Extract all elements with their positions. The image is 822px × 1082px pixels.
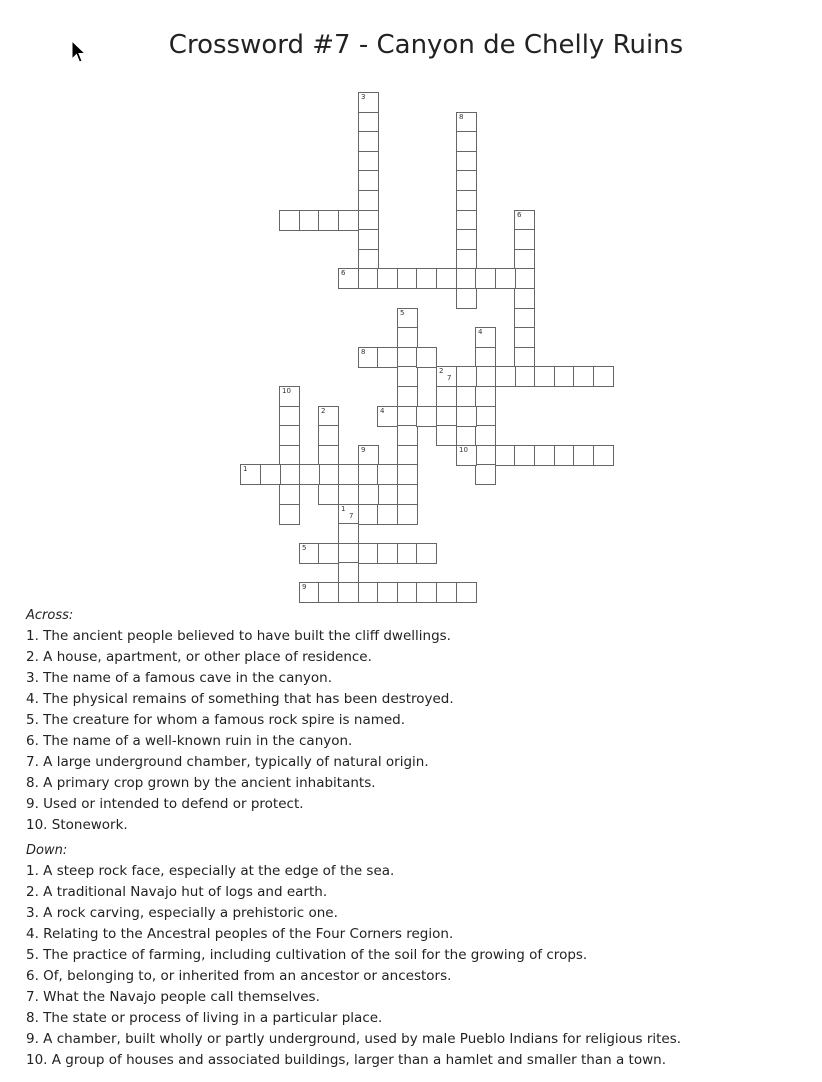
cell-number: 10 [282,387,291,395]
grid-cell[interactable] [358,347,379,368]
grid-cell[interactable] [514,347,535,368]
grid-cell[interactable] [397,327,418,348]
grid-cell[interactable] [358,229,379,250]
grid-cell[interactable] [397,582,418,603]
clue-item: 8. The state or process of living in a particular place. [26,1010,383,1026]
grid-cell[interactable] [338,464,359,485]
grid-cell[interactable] [436,406,457,427]
grid-cell[interactable] [299,543,320,564]
grid-cell[interactable] [573,366,594,387]
grid-cell[interactable] [279,484,300,505]
cell-number: 8 [361,348,366,356]
grid-cell[interactable] [397,347,418,368]
grid-cell[interactable] [338,543,359,564]
grid-cell[interactable] [554,445,575,466]
grid-cell[interactable] [475,268,496,289]
grid-cell[interactable] [456,190,477,211]
grid-cell[interactable] [260,464,281,485]
grid-cell[interactable] [416,406,437,427]
grid-cell[interactable] [436,386,457,407]
grid-cell[interactable] [416,347,437,368]
cell-number: 5 [400,309,405,317]
grid-cell[interactable] [358,112,379,133]
clue-item: 6. Of, belonging to, or inherited from an ancestor or ancestors. [26,968,452,984]
grid-cell[interactable] [456,582,477,603]
grid-cell[interactable] [554,366,575,387]
grid-cell[interactable] [397,504,418,525]
cell-number: 2 [439,367,444,375]
grid-cell[interactable] [299,464,320,485]
grid-cell[interactable] [534,445,555,466]
grid-cell[interactable] [318,484,339,505]
grid-cell[interactable] [514,366,535,387]
grid-cell[interactable] [514,308,535,329]
grid-cell[interactable] [338,504,359,525]
grid-cell[interactable] [456,445,477,466]
cell-number: 3 [361,93,366,101]
cell-number: 10 [459,446,468,454]
grid-cell[interactable] [358,268,379,289]
clue-item: 8. A primary crop grown by the ancient inhabitants. [26,775,376,791]
clue-item: 5. The creature for whom a famous rock spire is named. [26,712,406,728]
down-heading: Down: [26,843,68,858]
grid-cell[interactable] [514,288,535,309]
grid-cell[interactable] [338,523,359,544]
grid-cell[interactable] [338,210,359,231]
clue-item: 7. A large underground chamber, typically of natural origin. [26,754,429,770]
grid-cell[interactable] [318,464,339,485]
clue-item: 1. A steep rock face, especially at the edge of the sea. [26,863,395,879]
grid-cell[interactable] [358,190,379,211]
grid-cell[interactable] [318,582,339,603]
grid-cell[interactable] [279,386,300,407]
clue-item: 4. Relating to the Ancestral peoples of the Four Corners region. [26,926,454,942]
clues-section [26,605,816,1071]
grid-cell[interactable] [495,366,516,387]
grid-cell[interactable] [593,445,614,466]
cell-number: 2 [321,407,326,415]
grid-cell[interactable] [279,210,300,231]
grid-cell[interactable] [318,445,339,466]
cell-number: 6 [341,269,346,277]
grid-cell[interactable] [279,504,300,525]
grid-cell[interactable] [279,464,300,485]
clue-item: 9. Used or intended to defend or protect. [26,796,304,812]
grid-cell[interactable] [358,582,379,603]
cell-number: 9 [302,583,307,591]
grid-cell[interactable] [514,249,535,270]
grid-cell[interactable] [475,425,496,446]
grid-cell[interactable] [456,288,477,309]
grid-cell[interactable] [456,366,477,387]
grid-cell[interactable] [416,543,437,564]
grid-cell[interactable] [397,464,418,485]
grid-cell[interactable] [397,484,418,505]
grid-cell[interactable] [397,543,418,564]
grid-cell[interactable] [279,445,300,466]
clue-item: 3. The name of a famous cave in the canyon. [26,670,333,686]
grid-cell[interactable] [456,170,477,191]
grid-cell[interactable] [514,210,535,231]
down-clue-list [26,861,816,1071]
clue-item: 2. A house, apartment, or other place of residence. [26,649,372,665]
grid-cell[interactable] [436,582,457,603]
clue-item: 5. The practice of farming, including cultivation of the soil for the growing of crops. [26,947,588,963]
cell-number: 7 [349,512,354,520]
across-clue-list [26,626,816,836]
grid-cell[interactable] [299,582,320,603]
grid-cell[interactable] [377,464,398,485]
cell-number: 1 [341,505,346,513]
cell-number: 5 [302,544,307,552]
cell-number: 8 [459,113,464,121]
grid-cell[interactable] [377,406,398,427]
grid-cell[interactable] [456,112,477,133]
grid-cell[interactable] [495,268,516,289]
grid-cell[interactable] [240,464,261,485]
grid-cell[interactable] [358,543,379,564]
grid-cell[interactable] [358,249,379,270]
grid-cell[interactable] [475,386,496,407]
grid-cell[interactable] [318,210,339,231]
grid-cell[interactable] [495,445,516,466]
cell-number: 1 [243,465,248,473]
grid-cell[interactable] [475,347,496,368]
grid-cell[interactable] [377,543,398,564]
clue-item: 10. Stonework. [26,817,128,833]
grid-cell[interactable] [397,268,418,289]
across-heading: Across: [26,608,74,623]
grid-cell[interactable] [397,406,418,427]
clue-item: 1. The ancient people believed to have built the cliff dwellings. [26,628,451,644]
grid-cell[interactable] [514,229,535,250]
grid-cell[interactable] [456,229,477,250]
clue-item: 6. The name of a well-known ruin in the canyon. [26,733,353,749]
grid-cell[interactable] [318,543,339,564]
grid-cell[interactable] [279,406,300,427]
grid-cell[interactable] [534,366,555,387]
grid-cell[interactable] [475,445,496,466]
grid-cell[interactable] [358,170,379,191]
grid-cell[interactable] [416,582,437,603]
grid-cell[interactable] [436,268,457,289]
grid-cell[interactable] [573,445,594,466]
grid-cell[interactable] [456,406,477,427]
grid-cell[interactable] [456,268,477,289]
grid-cell[interactable] [475,464,496,485]
clue-item: 7. What the Navajo people call themselves. [26,989,320,1005]
grid-cell[interactable] [358,92,379,113]
grid-cell[interactable] [397,308,418,329]
grid-cell[interactable] [475,406,496,427]
grid-cell[interactable] [377,504,398,525]
grid-cell[interactable] [358,151,379,172]
grid-cell[interactable] [397,445,418,466]
grid-cell[interactable] [514,268,535,289]
page-title: Crossword #7 - Canyon de Chelly Ruins [168,30,684,60]
grid-cell[interactable] [514,445,535,466]
grid-cell[interactable] [358,504,379,525]
clue-item: 4. The physical remains of something that has been destroyed. [26,691,454,707]
cell-number: 6 [517,211,522,219]
grid-cell[interactable] [299,210,320,231]
clue-item: 10. A group of houses and associated buildings, larger than a hamlet and smaller than a town. [26,1052,666,1068]
clue-item: 3. A rock carving, especially a prehistoric one. [26,905,338,921]
grid-cell[interactable] [475,366,496,387]
grid-cell[interactable] [318,406,339,427]
grid-cell[interactable] [397,386,418,407]
grid-cell[interactable] [436,425,457,446]
grid-cell[interactable] [593,366,614,387]
grid-cell[interactable] [358,131,379,152]
grid-cell[interactable] [397,366,418,387]
cell-number: 7 [447,374,452,382]
grid-cell[interactable] [358,210,379,231]
cell-number: 9 [361,446,366,454]
grid-cell[interactable] [358,445,379,466]
grid-cell[interactable] [456,210,477,231]
grid-cell[interactable] [377,347,398,368]
grid-cell[interactable] [358,484,379,505]
grid-cell[interactable] [279,425,300,446]
grid-cell[interactable] [475,327,496,348]
grid-cell[interactable] [456,131,477,152]
grid-cell[interactable] [436,366,457,387]
grid-cell[interactable] [377,268,398,289]
grid-cell[interactable] [338,562,359,583]
grid-cell[interactable] [358,464,379,485]
grid-cell[interactable] [377,582,398,603]
grid-cell[interactable] [338,582,359,603]
grid-cell[interactable] [514,327,535,348]
cell-number: 4 [380,407,385,415]
grid-cell[interactable] [416,268,437,289]
clue-item: 9. A chamber, built wholly or partly underground, used by male Pueblo Indians for religious rites. [26,1031,682,1047]
grid-cell[interactable] [338,268,359,289]
cell-number: 4 [478,328,483,336]
grid-cell[interactable] [456,151,477,172]
clue-item: 2. A traditional Navajo hut of logs and earth. [26,884,328,900]
grid-cell[interactable] [318,425,339,446]
grid-cell[interactable] [456,249,477,270]
grid-cell[interactable] [397,425,418,446]
